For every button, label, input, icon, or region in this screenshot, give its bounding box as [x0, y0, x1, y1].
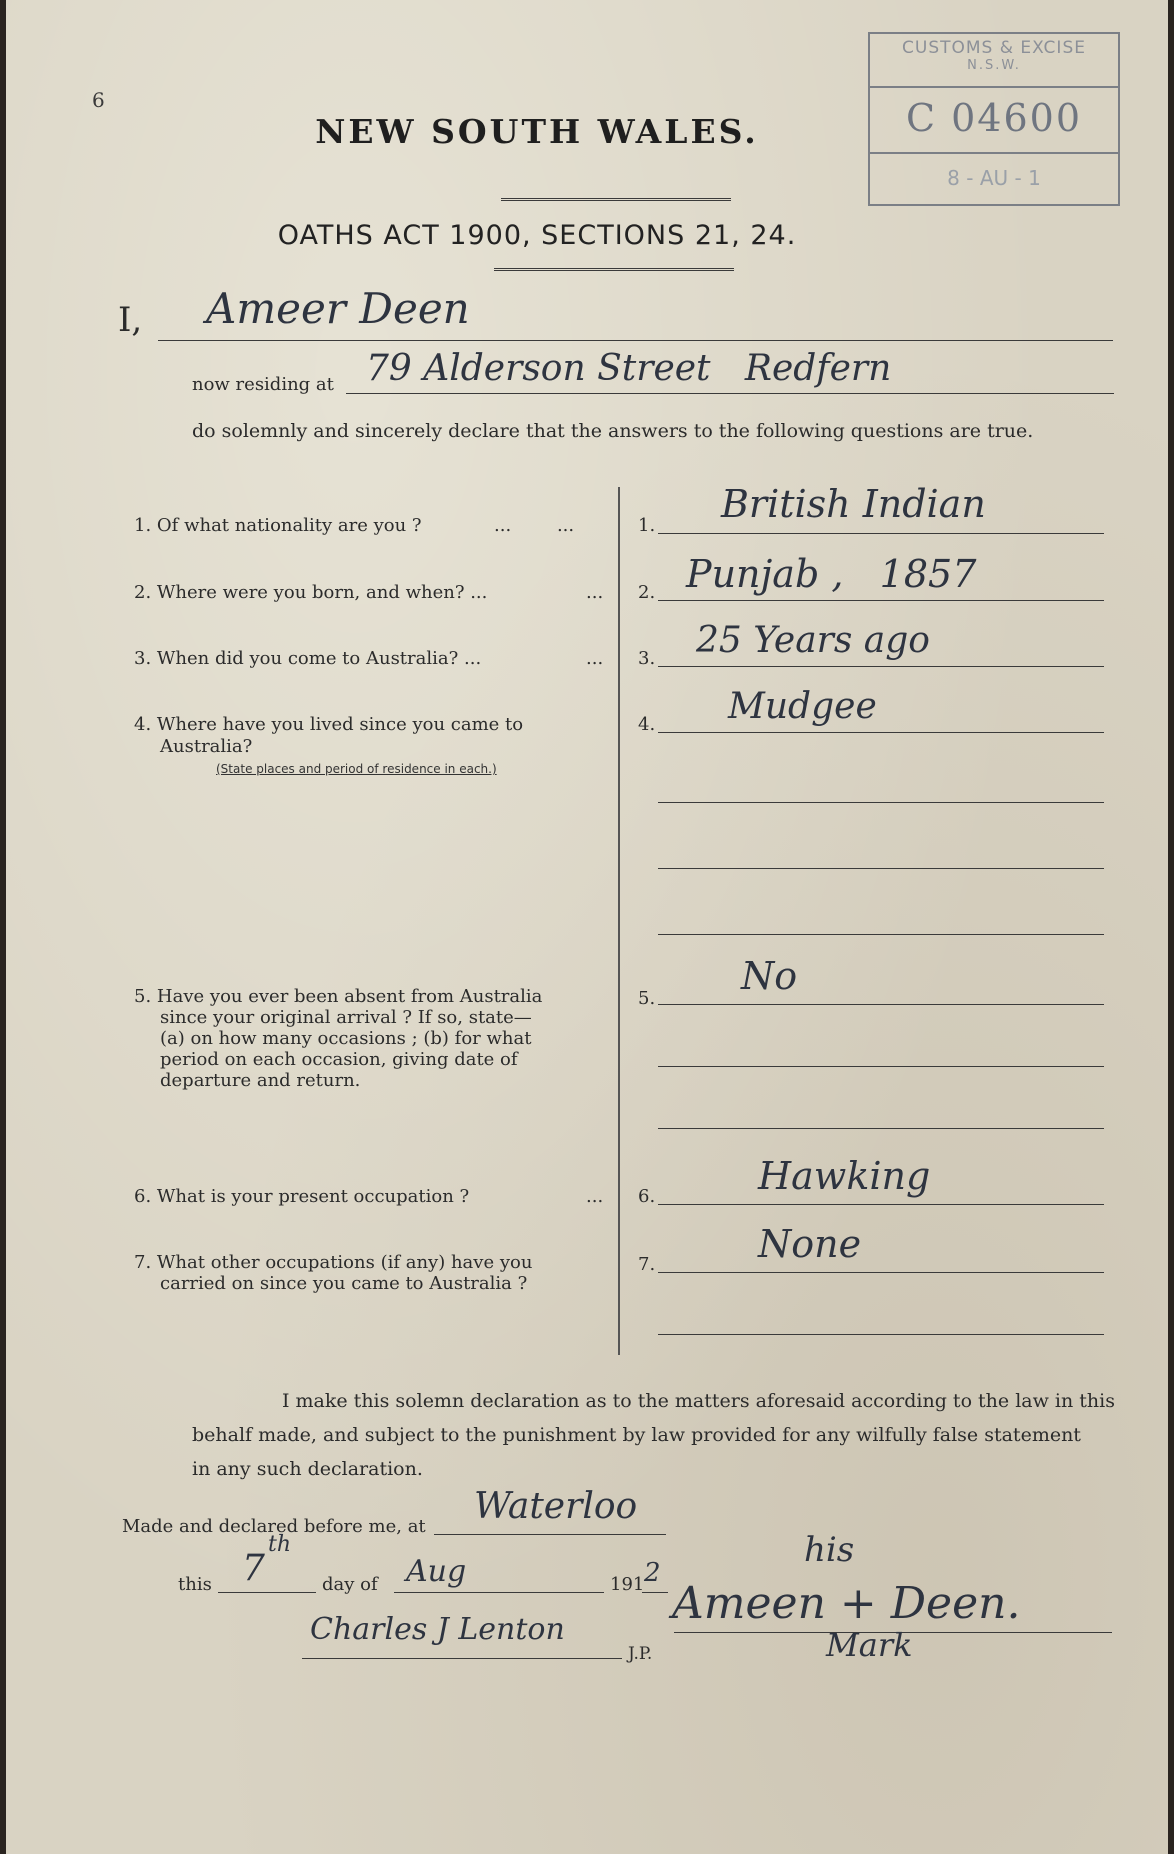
question-6-text: What is your present occupation ? [156, 1186, 470, 1207]
stamp-line2: N.S.W. [967, 58, 1021, 73]
column-divider [618, 487, 620, 1355]
question-4 [134, 714, 523, 758]
stamp-number: C 04600 [905, 96, 1083, 140]
answer-5-line-3 [658, 1128, 1104, 1129]
declaration-line-3: in any such declaration. [192, 1458, 423, 1480]
corner-mark: 6 [92, 88, 105, 112]
declarant-name: Ameer Deen [206, 284, 470, 333]
answer-4-line-4 [658, 934, 1104, 935]
answer-5-line-2 [658, 1066, 1104, 1067]
year-suffix: 2 [644, 1558, 661, 1588]
residing-label: now residing at [192, 374, 334, 395]
jurat-day: 7 [242, 1548, 265, 1589]
answer-2-num: 2. [638, 582, 656, 603]
question-2-num: 2. [134, 582, 152, 603]
declaration-line-1: I make this solemn declaration as to the matters aforesaid according to the law in this [282, 1390, 1115, 1412]
answer-5: No [741, 954, 798, 998]
question-2-dots: ... [586, 582, 604, 603]
question-7 [134, 1252, 532, 1294]
year-prefix: 191 [610, 1574, 645, 1595]
question-3-dots: ... [586, 648, 604, 669]
jp-line [302, 1658, 622, 1659]
month-line [394, 1592, 604, 1593]
question-4-text-l1: Where have you lived since you came to [156, 714, 524, 735]
jurat-place: Waterloo [474, 1486, 638, 1527]
answer-1: British Indian [721, 482, 986, 526]
answer-6-num: 6. [638, 1186, 656, 1207]
jurat-day-suffix: th [268, 1532, 292, 1557]
answer-6-line [658, 1204, 1104, 1205]
question-3 [134, 648, 481, 669]
declarant-prefix: I, [118, 300, 143, 340]
page-subtitle: OATHS ACT 1900, SECTIONS 21, 24. [277, 220, 797, 251]
declarant-his: his [804, 1530, 855, 1570]
question-2 [134, 582, 487, 603]
question-1 [134, 515, 422, 536]
answer-4-line [658, 732, 1104, 733]
question-3-text: When did you come to Australia? ... [156, 648, 482, 669]
question-6-num: 6. [134, 1186, 152, 1207]
question-7-text-l2: carried on since you came to Australia ? [160, 1273, 528, 1294]
answer-2: Punjab , 1857 [686, 552, 977, 596]
answer-5-line [658, 1004, 1104, 1005]
answer-7: None [758, 1222, 862, 1266]
answer-1-line [658, 533, 1104, 534]
question-7-text-l1: What other occupations (if any) have you [156, 1252, 533, 1273]
declaration-form-sheet [6, 0, 1168, 1854]
answer-1-num: 1. [638, 515, 656, 536]
subtitle-rule [494, 268, 734, 271]
title-rule [501, 198, 731, 201]
question-5-num: 5. [134, 986, 152, 1007]
customs-stamp [868, 32, 1120, 206]
question-5-text-l2: since your original arrival ? If so, state— [160, 1007, 532, 1028]
year-line [642, 1592, 668, 1593]
answer-4-line-2 [658, 802, 1104, 803]
question-6 [134, 1186, 469, 1207]
jp-label: J.P. [628, 1644, 653, 1664]
name-line [158, 340, 1113, 341]
answer-7-line [658, 1272, 1104, 1273]
this-label: this [178, 1574, 212, 1595]
answer-5-num: 5. [638, 988, 656, 1009]
declarant-signature: Ameen + Deen. [672, 1578, 1021, 1629]
question-3-num: 3. [134, 648, 152, 669]
question-6-dots: ... [586, 1186, 604, 1207]
answer-3: 25 Years ago [696, 620, 930, 661]
question-4-text-l2: Australia? [160, 736, 253, 757]
page-title: NEW SOUTH WALES. [315, 112, 759, 151]
answer-4-line-3 [658, 868, 1104, 869]
question-5-text-l3: (a) on how many occasions ; (b) for what [160, 1028, 532, 1049]
question-5-text-l4: period on each occasion, giving date of [160, 1049, 518, 1070]
answer-7-num: 7. [638, 1254, 656, 1275]
answer-4-num: 4. [638, 714, 656, 735]
stamp-line1: CUSTOMS & EXCISE [902, 38, 1086, 58]
day-line [218, 1592, 316, 1593]
declarant-address: 79 Alderson Street Redfern [366, 348, 892, 389]
jurat-month: Aug [406, 1554, 467, 1589]
question-1-num: 1. [134, 515, 152, 536]
question-1-dots: ... ... [494, 515, 575, 536]
declarant-mark: Mark [826, 1626, 913, 1664]
stamp-header [870, 34, 1118, 88]
place-line [434, 1534, 666, 1535]
answer-6: Hawking [758, 1154, 931, 1198]
made-label: Made and declared before me, at [122, 1516, 426, 1537]
day-of-label: day of [322, 1574, 378, 1595]
answer-7-line-2 [658, 1334, 1104, 1335]
answer-4: Mudgee [728, 686, 877, 727]
question-1-text: Of what nationality are you ? [156, 515, 422, 536]
question-5-text-l1: Have you ever been absent from Australia [156, 986, 543, 1007]
question-5-text-l5: departure and return. [160, 1070, 361, 1091]
question-4-note: (State places and period of residence in each.) [216, 762, 497, 776]
question-4-num: 4. [134, 714, 152, 735]
answer-3-num: 3. [638, 648, 656, 669]
address-line [346, 393, 1114, 394]
question-7-num: 7. [134, 1252, 152, 1273]
answer-2-line [658, 600, 1104, 601]
question-2-text: Where were you born, and when? ... [156, 582, 488, 603]
answer-3-line [658, 666, 1104, 667]
jp-signature: Charles J Lenton [310, 1612, 565, 1647]
stamp-date: 8 - AU - 1 [870, 152, 1118, 202]
declare-text: do solemnly and sincerely declare that the answers to the following questions are true. [192, 420, 1034, 442]
question-5 [134, 986, 542, 1091]
declaration-line-2: behalf made, and subject to the punishment by law provided for any wilfully false statement [192, 1424, 1081, 1446]
